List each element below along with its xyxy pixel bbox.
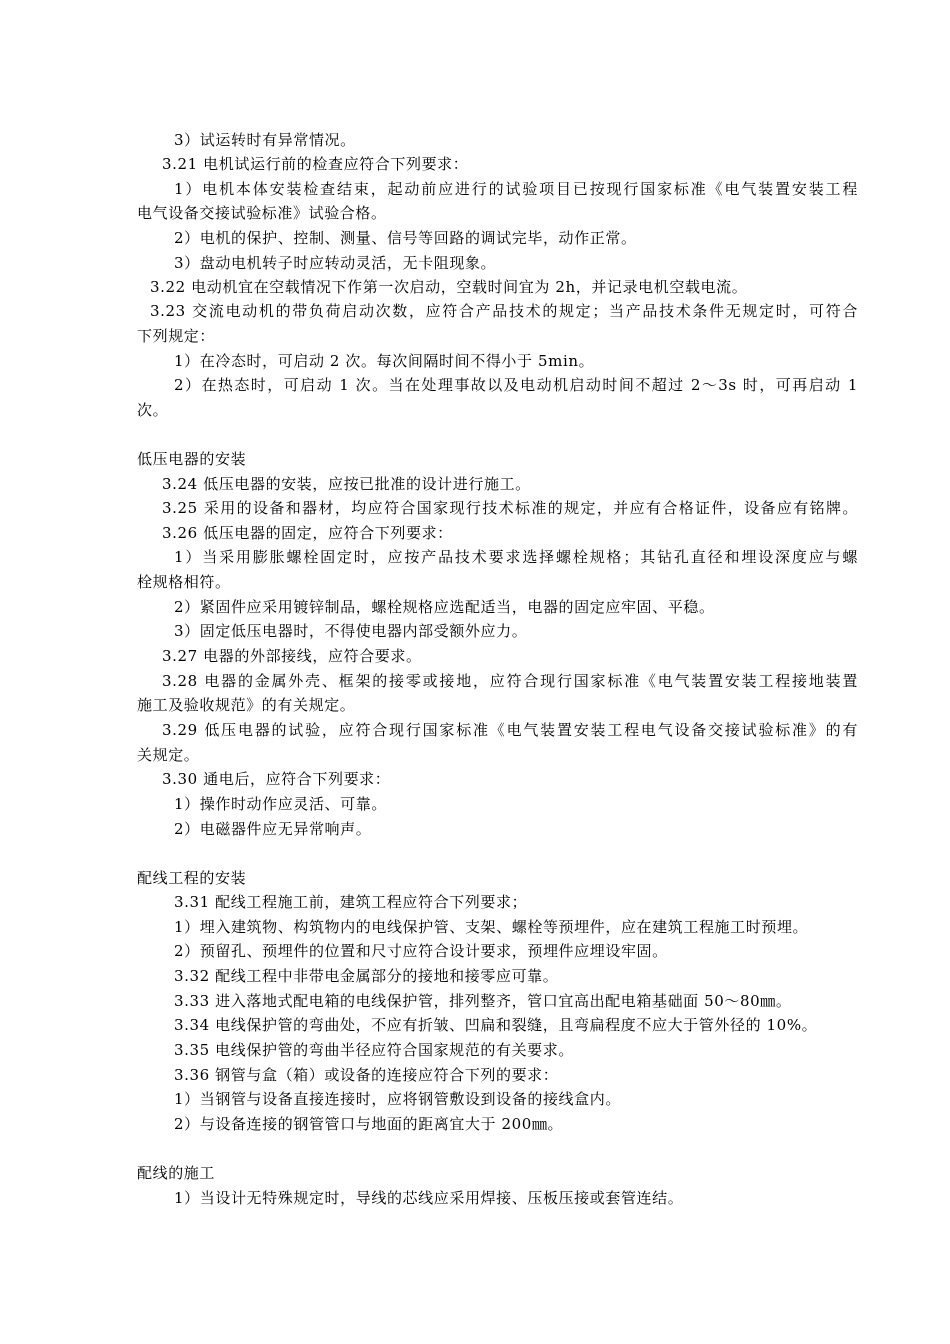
text-line: 关规定。 (137, 746, 200, 764)
text-line: 1）埋入建筑物、构筑物内的电线保护管、支架、螺栓等预埋件，应在建筑工程施工时预埋。 (174, 918, 809, 936)
text-line: 3）盘动电机转子时应转动灵活，无卡阻现象。 (174, 254, 497, 272)
clause-3-35: 3.35 电线保护管的弯曲半径应符合国家规范的有关要求。 (174, 1041, 574, 1059)
clause-3-24: 3.24 低压电器的安装，应按已批准的设计进行施工。 (162, 475, 531, 493)
clause-3-22: 3.22 电动机宜在空载情况下作第一次启动，空载时间宜为 2h，并记录电机空载电流。 (150, 278, 748, 296)
clause-3-30: 3.30 通电后，应符合下列要求： (162, 770, 391, 788)
section-heading: 配线的施工 (137, 1164, 216, 1182)
section-heading: 配线工程的安装 (137, 869, 247, 887)
clause-3-27: 3.27 电器的外部接线，应符合要求。 (162, 647, 422, 665)
text-line: 1）当采用膨胀螺栓固定时，应按产品技术要求选择螺栓规格；其钻孔直径和埋设深度应与螺 (174, 548, 858, 566)
text-line: 电气设备交接试验标准》试验合格。 (137, 204, 387, 222)
text-line: 2）预留孔、预埋件的位置和尺寸应符合设计要求，预埋件应埋设牢固。 (174, 942, 668, 960)
clause-3-34: 3.34 电线保护管的弯曲处，不应有折皱、凹扁和裂缝，且弯扁程度不应大于管外径的 10%。 (174, 1016, 818, 1034)
text-line: 3）固定低压电器时，不得使电器内部受额外应力。 (174, 622, 528, 640)
text-line: 2）电磁器件应无异常响声。 (174, 820, 372, 838)
text-line: 2）电机的保护、控制、测量、信号等回路的调试完毕，动作正常。 (174, 229, 637, 247)
text-line: 下列规定： (137, 327, 216, 345)
clause-3-33: 3.33 进入落地式配电箱的电线保护管，排列整齐，管口宜高出配电箱基础面 50～80㎜。 (174, 992, 792, 1010)
text-line: 1）操作时动作应灵活、可靠。 (174, 795, 387, 813)
clause-3-23: 3.23 交流电动机的带负荷启动次数，应符合产品技术的规定；当产品技术条件无规定时，可符合 (150, 302, 858, 320)
text-line: 2）在热态时，可启动 1 次。当在处理事故以及电动机启动时间不超过 2～3s 时，可再启动 1 (174, 376, 858, 394)
clause-3-25: 3.25 采用的设备和器材，均应符合国家现行技术标准的规定，并应有合格证件，设备应有铭牌。 (162, 499, 858, 517)
clause-3-31: 3.31 配线工程施工前，建筑工程应符合下列要求； (174, 893, 528, 911)
clause-3-21: 3.21 电机试运行前的检查应符合下列要求： (162, 155, 469, 173)
text-line: 1）当钢管与设备直接连接时，应将钢管敷设到设备的接线盒内。 (174, 1090, 621, 1108)
clause-3-29: 3.29 低压电器的试验，应符合现行国家标准《电气装置安装工程电气设备交接试验标准》的有 (162, 721, 858, 739)
text-line: 栓规格相符。 (137, 573, 231, 591)
text-line: 1）在冷态时，可启动 2 次。每次间隔时间不得小于 5min。 (174, 352, 595, 370)
clause-3-36: 3.36 钢管与盒（箱）或设备的连接应符合下列的要求： (174, 1066, 559, 1084)
text-line: 施工及验收规范》的有关规定。 (137, 696, 356, 714)
text-line: 2）与设备连接的钢管管口与地面的距离宜大于 200㎜。 (174, 1115, 564, 1133)
text-line: 1）当设计无特殊规定时，导线的芯线应采用焊接、压板压接或套管连结。 (174, 1189, 684, 1207)
clause-3-28: 3.28 电器的金属外壳、框架的接零或接地，应符合现行国家标准《电气装置安装工程接地装置 (162, 672, 858, 690)
text-line: 2）紧固件应采用镀锌制品，螺栓规格应选配适当，电器的固定应牢固、平稳。 (174, 598, 715, 616)
text-line: 次。 (137, 401, 169, 419)
section-heading: 低压电器的安装 (137, 450, 247, 468)
text-line: 3）试运转时有异常情况。 (174, 131, 356, 149)
clause-3-32: 3.32 配线工程中非带电金属部分的接地和接零应可靠。 (174, 967, 559, 985)
text-line: 1）电机本体安装检查结束，起动前应进行的试验项目已按现行国家标准《电气装置安装工程 (174, 180, 858, 198)
clause-3-26: 3.26 低压电器的固定，应符合下列要求： (162, 524, 453, 542)
